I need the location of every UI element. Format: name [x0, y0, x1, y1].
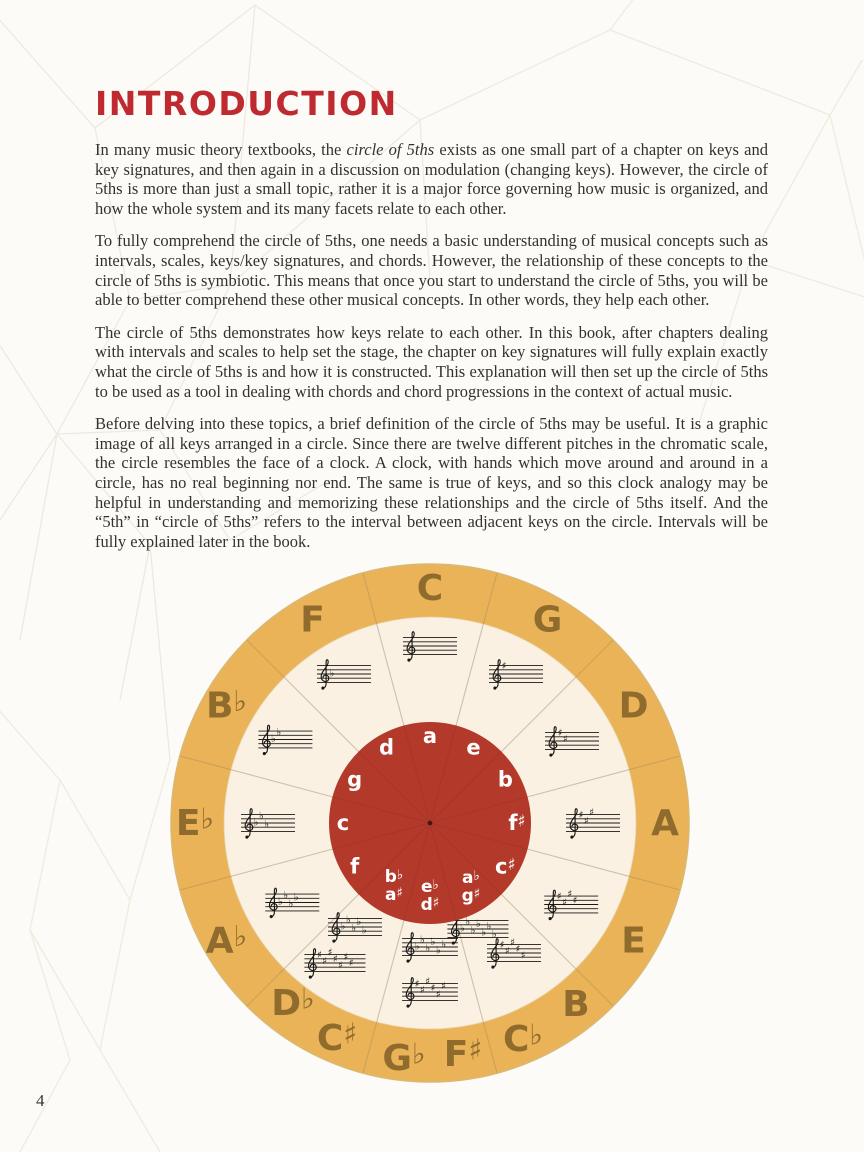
- sharp-sign: ♯: [562, 897, 567, 909]
- flat-sign: ♭: [361, 924, 367, 937]
- flat-sign: ♭: [329, 667, 335, 680]
- sharp-sign: ♯: [557, 727, 563, 739]
- major-key-label-D: D: [618, 685, 649, 726]
- minor-key-label-e: e: [466, 735, 481, 760]
- major-key-label-C: C: [416, 567, 444, 609]
- sharp-sign: ♯: [435, 989, 441, 1001]
- paragraph: Before delving into these topics, a brief definition of the circle of 5ths may be useful. It is a graphic image of all keys arranged in a circle. Since there are twelve different pitches in the chromatic scale, the circle resembles the face of a clock. A clock, with hands which move around and around in a circle, has no real beginning nor end. The same is true of keys, and so this clock analogy may be helpful in understanding and memorizing these relationships and the circle of 5ths itself. And the “5th” in “circle of 5ths” refers to the interval between adjacent keys on the circle. Intervals will be fully explained later in the book.: [95, 414, 768, 551]
- minor-key-label-a: a: [422, 724, 438, 748]
- page-title: INTRODUCTION: [95, 84, 398, 123]
- circle-of-fifths-diagram: [165, 558, 695, 1088]
- minor-key-label-c: c: [336, 811, 350, 835]
- major-key-label-Cb: C♭: [502, 1017, 544, 1060]
- major-key-label-Fs: F♯: [443, 1032, 483, 1075]
- flat-sign: ♭: [486, 920, 492, 933]
- major-key-label-Ab: A♭: [205, 919, 248, 961]
- major-key-label-F: F: [300, 598, 325, 640]
- flat-sign: ♭: [441, 938, 447, 951]
- major-key-label-Db: D♭: [271, 981, 315, 1024]
- sharp-sign: ♯: [556, 891, 562, 903]
- major-key-label-Eb: E♭: [175, 801, 215, 844]
- major-key-label-B: B: [562, 983, 590, 1025]
- major-key-label-A: A: [651, 802, 679, 844]
- sharp-sign: ♯: [414, 978, 420, 990]
- sharp-sign: ♯: [348, 958, 354, 970]
- major-key-label-Gb: G♭: [382, 1036, 426, 1079]
- sharp-sign: ♯: [562, 734, 568, 746]
- flat-sign: ♭: [277, 895, 283, 908]
- sharp-sign: ♯: [343, 951, 349, 963]
- minor-key-label-as: a♯: [384, 884, 404, 905]
- sharp-sign: ♯: [316, 949, 322, 961]
- major-key-label-Cs: C♯: [316, 1016, 358, 1059]
- flat-sign: ♭: [288, 898, 294, 910]
- minor-key-label-f: f: [350, 854, 360, 879]
- major-key-label-Bb: B♭: [205, 684, 248, 726]
- sharp-sign: ♯: [583, 816, 589, 828]
- flat-sign: ♭: [414, 940, 420, 953]
- flat-sign: ♭: [345, 914, 351, 927]
- flat-sign: ♭: [293, 891, 299, 904]
- flat-sign: ♭: [258, 810, 264, 823]
- flat-sign: ♭: [491, 928, 497, 941]
- minor-key-label-gs: g♯: [461, 885, 481, 906]
- minor-key-label-bb: b♭: [384, 866, 404, 887]
- sharp-sign: ♯: [578, 809, 584, 821]
- major-key-label-E: E: [621, 920, 646, 961]
- flat-sign: ♭: [419, 934, 425, 947]
- sharp-sign: ♯: [572, 895, 578, 907]
- flat-sign: ♭: [430, 936, 436, 949]
- center-dot: [428, 821, 433, 826]
- sharp-sign: ♯: [322, 956, 328, 968]
- minor-key-label-cs: c♯: [495, 853, 516, 879]
- sharp-sign: ♯: [501, 660, 507, 672]
- paragraph: In many music theory textbooks, the circle of 5ths exists as one small part of a chapter on keys and key signatures, and then again in a discussion on modulation (changing keys). However, the circle of 5ths is more than just a small topic, rather it is a major force governing how music is organized, and how the whole system and its many facets relate to each other.: [95, 140, 768, 218]
- flat-sign: ♭: [356, 916, 362, 929]
- sharp-sign: ♯: [338, 960, 344, 972]
- paragraph: To fully comprehend the circle of 5ths, one needs a basic understanding of musical concepts such as intervals, scales, keys/key signatures, and chords. However, the relationship of these concepts to the circle of 5ths is symbiotic. This means that once you start to understand the circle of 5ths, you will be able to better comprehend these other musical concepts. In other words, they help each other.: [95, 231, 768, 310]
- flat-sign: ♭: [264, 818, 270, 831]
- flat-sign: ♭: [425, 942, 431, 955]
- flat-sign: ♭: [465, 916, 471, 929]
- sharp-sign: ♯: [499, 939, 505, 951]
- minor-key-label-d: d: [378, 735, 395, 760]
- sharp-sign: ♯: [510, 937, 516, 949]
- sharp-sign: ♯: [441, 980, 447, 992]
- flat-sign: ♭: [481, 926, 487, 939]
- flat-sign: ♭: [470, 924, 476, 937]
- minor-key-label-ab: a♭: [462, 867, 480, 888]
- minor-key-label-fs: f♯: [508, 810, 526, 835]
- sharp-sign: ♯: [515, 944, 521, 955]
- sharp-sign: ♯: [520, 950, 526, 962]
- sharp-sign: ♯: [567, 889, 573, 901]
- minor-key-label-eb: e♭: [421, 876, 439, 897]
- minor-key-label-b: b: [497, 767, 513, 792]
- flat-sign: ♭: [351, 922, 357, 935]
- flat-sign: ♭: [270, 732, 276, 745]
- minor-key-label-g: g: [347, 767, 363, 792]
- sharp-sign: ♯: [589, 807, 595, 819]
- major-key-label-G: G: [532, 598, 563, 640]
- sharp-sign: ♯: [419, 985, 425, 997]
- flat-sign: ♭: [435, 944, 441, 957]
- intro-paragraphs: [95, 140, 768, 564]
- sharp-sign: ♯: [332, 954, 338, 965]
- page-number: 4: [36, 1091, 45, 1110]
- flat-sign: ♭: [340, 920, 346, 933]
- paragraph: The circle of 5ths demonstrates how keys relate to each other. In this book, after chapters dealing with intervals and scales to help set the stage, the chapter on key signatures will fully explain exactly what the circle of 5ths is and how it is constructed. This explanation will then set up the circle of 5ths to be used as a tool in dealing with chords and chord progressions in the context of actual music.: [95, 322, 768, 401]
- flat-sign: ♭: [459, 922, 465, 935]
- flat-sign: ♭: [276, 726, 282, 739]
- sharp-sign: ♯: [425, 976, 431, 988]
- flat-sign: ♭: [475, 918, 481, 931]
- minor-key-label-ds: d♯: [420, 894, 440, 915]
- sharp-sign: ♯: [504, 946, 510, 958]
- flat-sign: ♭: [283, 889, 289, 902]
- flat-sign: ♭: [253, 816, 259, 829]
- sharp-sign: ♯: [430, 983, 436, 994]
- sharp-sign: ♯: [327, 947, 333, 959]
